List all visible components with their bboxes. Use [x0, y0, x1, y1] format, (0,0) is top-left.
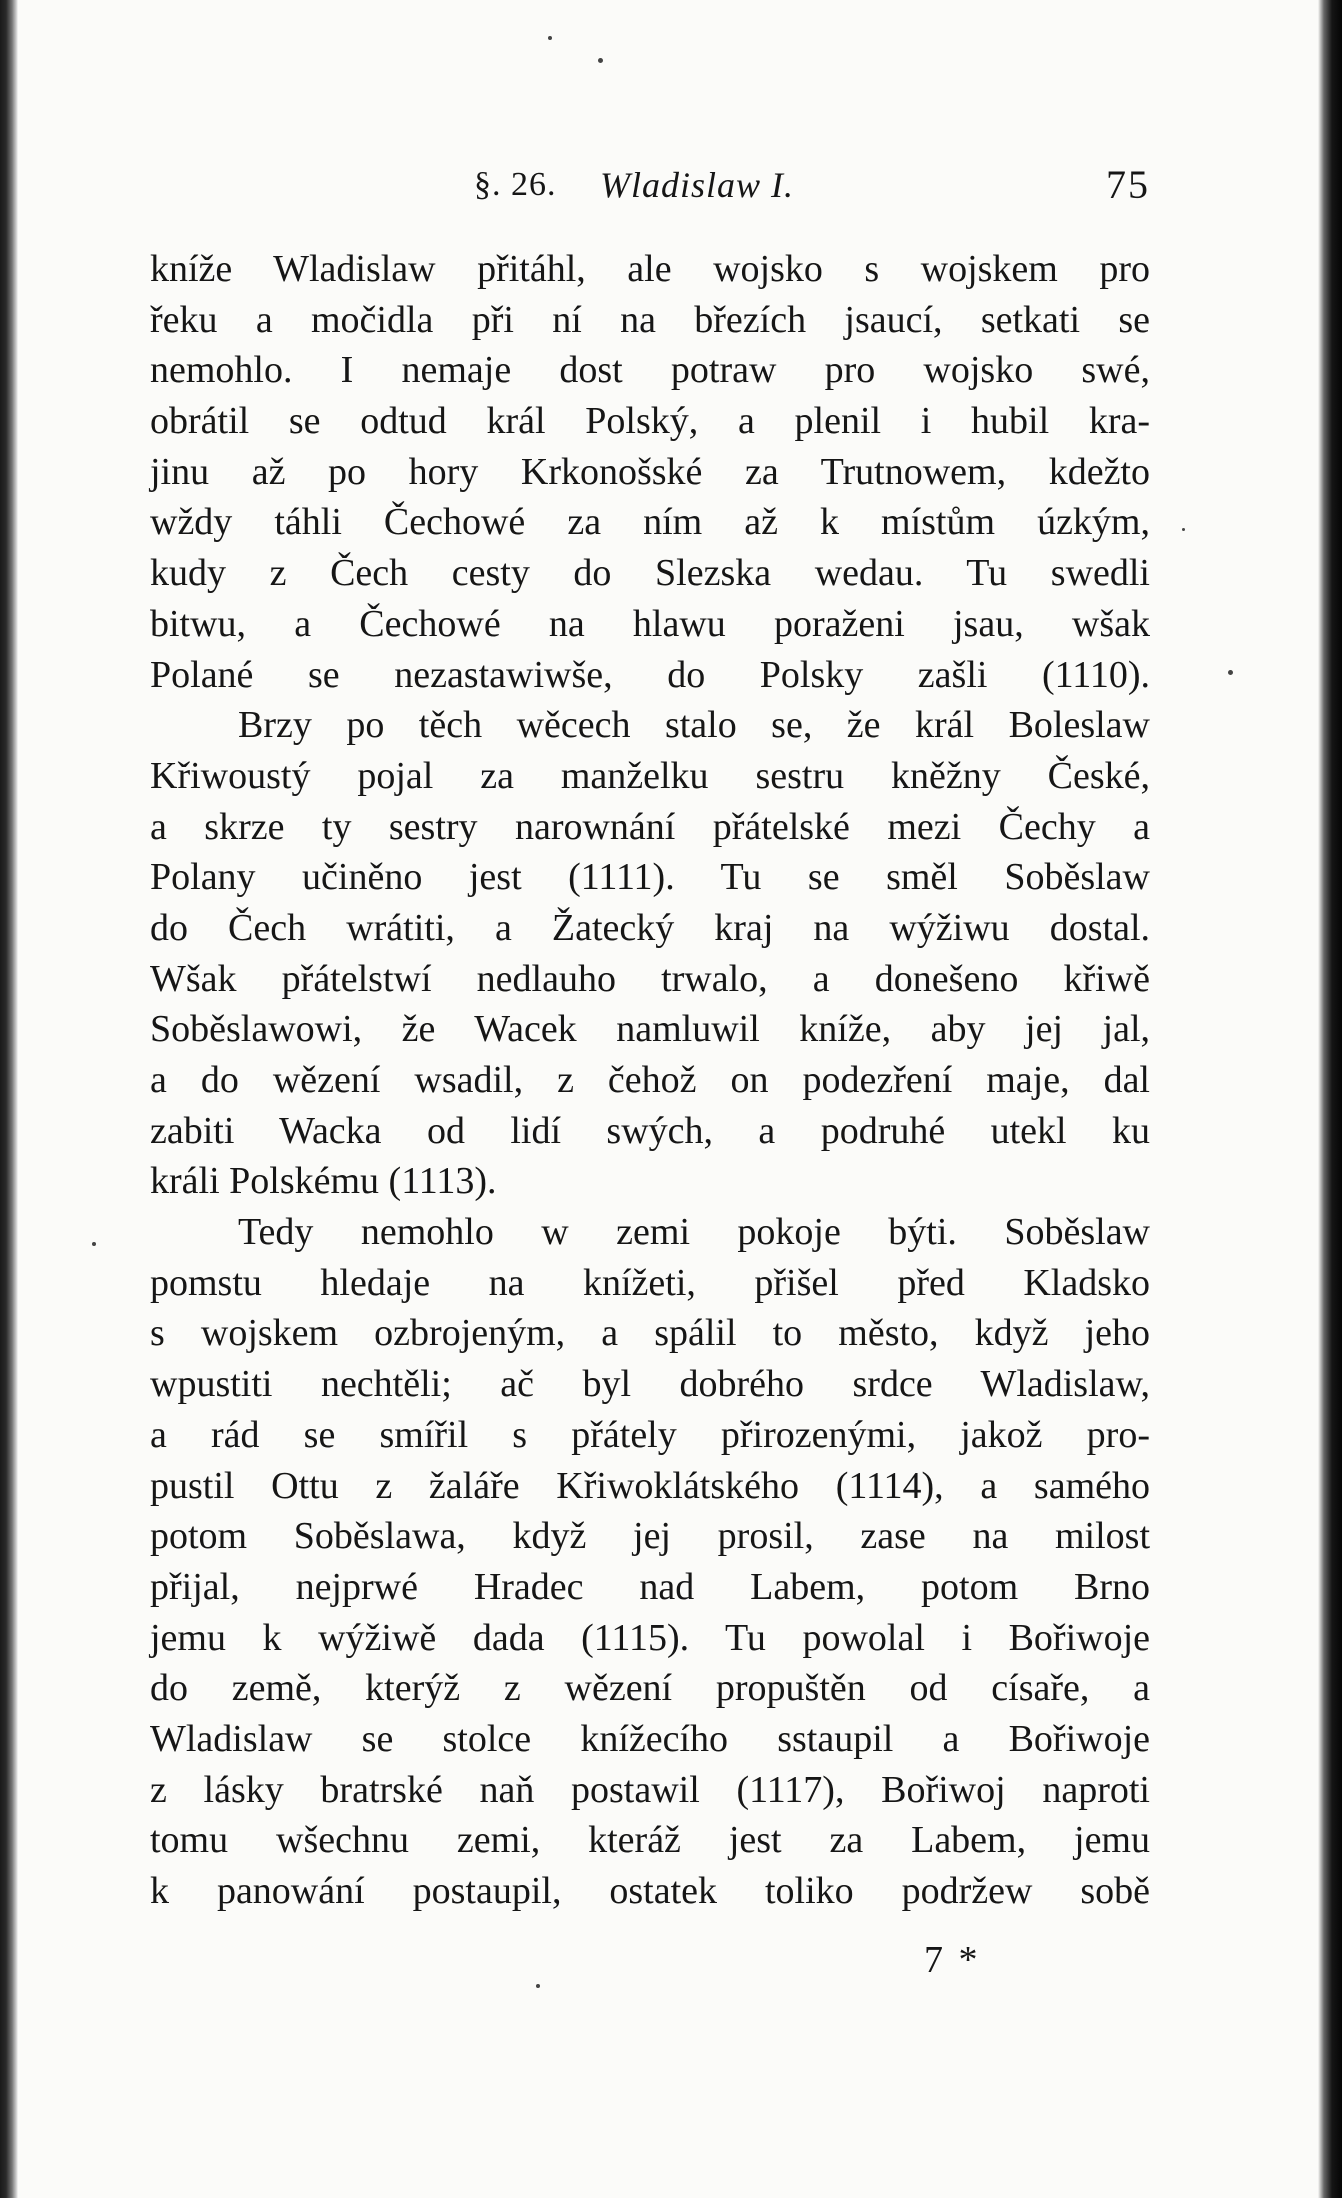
signature-mark: 7 * — [924, 1939, 981, 1981]
text-line: přijal, nejprwé Hradec nad Labem, potom Brno — [150, 1565, 1150, 1608]
text-line: jemu k wýžiwě dada (1115). Tu powolal i Bořiwoje — [150, 1616, 1150, 1659]
text-line: s wojskem ozbrojeným, a spálil to město, když jeho — [150, 1312, 1150, 1355]
text-line: Tedy nemohlo w zemi pokoje býti. Soběslaw — [238, 1211, 1150, 1254]
text-line: Polané se nezastawiwše, do Polsky zašli (1110). — [150, 653, 1150, 696]
text-line: do Čech wrátiti, a Žatecký kraj na wýžiwu dostal. — [150, 906, 1150, 949]
print-speck — [1228, 670, 1233, 675]
text-line: wpustiti nechtěli; ač byl dobrého srdce Wladislaw, — [150, 1363, 1150, 1406]
text-line: jinu až po hory Krkonošské za Trutnowem, kdežto — [150, 450, 1150, 493]
text-line: králi Polskému (1113). — [150, 1160, 497, 1203]
text-line: do země, kterýž z wězení propuštěn od císaře, a — [150, 1667, 1150, 1710]
text-line: pomstu hledaje na knížeti, přišel před Kladsko — [150, 1261, 1150, 1304]
print-speck — [548, 36, 552, 40]
running-title: Wladislaw I. — [600, 165, 795, 205]
text-line: wždy táhli Čechowé za ním až k místům úzkým, — [150, 501, 1150, 544]
section-number: §. 26. — [474, 166, 557, 203]
text-line: tomu wšechnu zemi, kteráž jest za Labem, jemu — [150, 1819, 1150, 1862]
print-speck — [1182, 528, 1185, 531]
text-line: zabiti Wacka od lidí swých, a podruhé utekl ku — [150, 1109, 1150, 1152]
print-speck — [92, 1242, 96, 1246]
text-line: kníže Wladislaw přitáhl, ale wojsko s wojskem pro — [150, 248, 1150, 290]
text-line: a do wězení wsadil, z čehož on podezření maje, dal — [150, 1059, 1150, 1101]
text-line: pustil Ottu z žaláře Křiwoklátského (1114), a samého — [150, 1464, 1150, 1507]
text-line: Soběslawowi, že Wacek namluwil kníže, aby jej jal, — [150, 1008, 1150, 1051]
text-line: Wladislaw se stolce knížecího sstaupil a Bořiwoje — [150, 1717, 1150, 1760]
print-speck — [536, 1984, 540, 1988]
text-line: Wšak přátelstwí nedlauho trwalo, a donešeno křiwě — [150, 957, 1150, 1000]
text-line: z lásky bratrské naň postawil (1117), Bořiwoj naproti — [150, 1768, 1150, 1811]
page-left-edge-shadow — [0, 0, 18, 2198]
print-speck — [598, 58, 603, 63]
text-line: k panowání postaupil, ostatek toliko podržew sobě — [150, 1870, 1150, 1912]
body-text — [150, 244, 1150, 1917]
text-line: řeku a močidla při ní na březích jsaucí, setkati se — [150, 298, 1150, 341]
text-line: Křiwoustý pojal za manželku sestru kněžny České, — [150, 754, 1150, 797]
text-line: a skrze ty sestry narownání přátelské mezi Čechy a — [150, 805, 1150, 848]
running-header — [150, 160, 1150, 210]
page-number: 75 — [1106, 162, 1150, 207]
page-right-edge-shadow — [1318, 0, 1342, 2198]
text-line: bitwu, a Čechowé na hlawu poraženi jsau, wšak — [150, 602, 1150, 645]
text-line: nemohlo. I nemaje dost potraw pro wojsko swé, — [150, 349, 1150, 392]
text-line: Polany učiněno jest (1111). Tu se směl Soběslaw — [150, 856, 1150, 899]
text-line: obrátil se odtud král Polský, a plenil i hubil kra- — [150, 400, 1150, 443]
text-line: potom Soběslawa, když jej prosil, zase na milost — [150, 1515, 1150, 1558]
text-line: Brzy po těch wěcech stalo se, že král Boleslaw — [238, 704, 1150, 747]
text-line: kudy z Čech cesty do Slezska wedau. Tu swedli — [150, 552, 1150, 595]
text-line: a rád se smířil s přátely přirozenými, jakož pro- — [150, 1413, 1150, 1456]
